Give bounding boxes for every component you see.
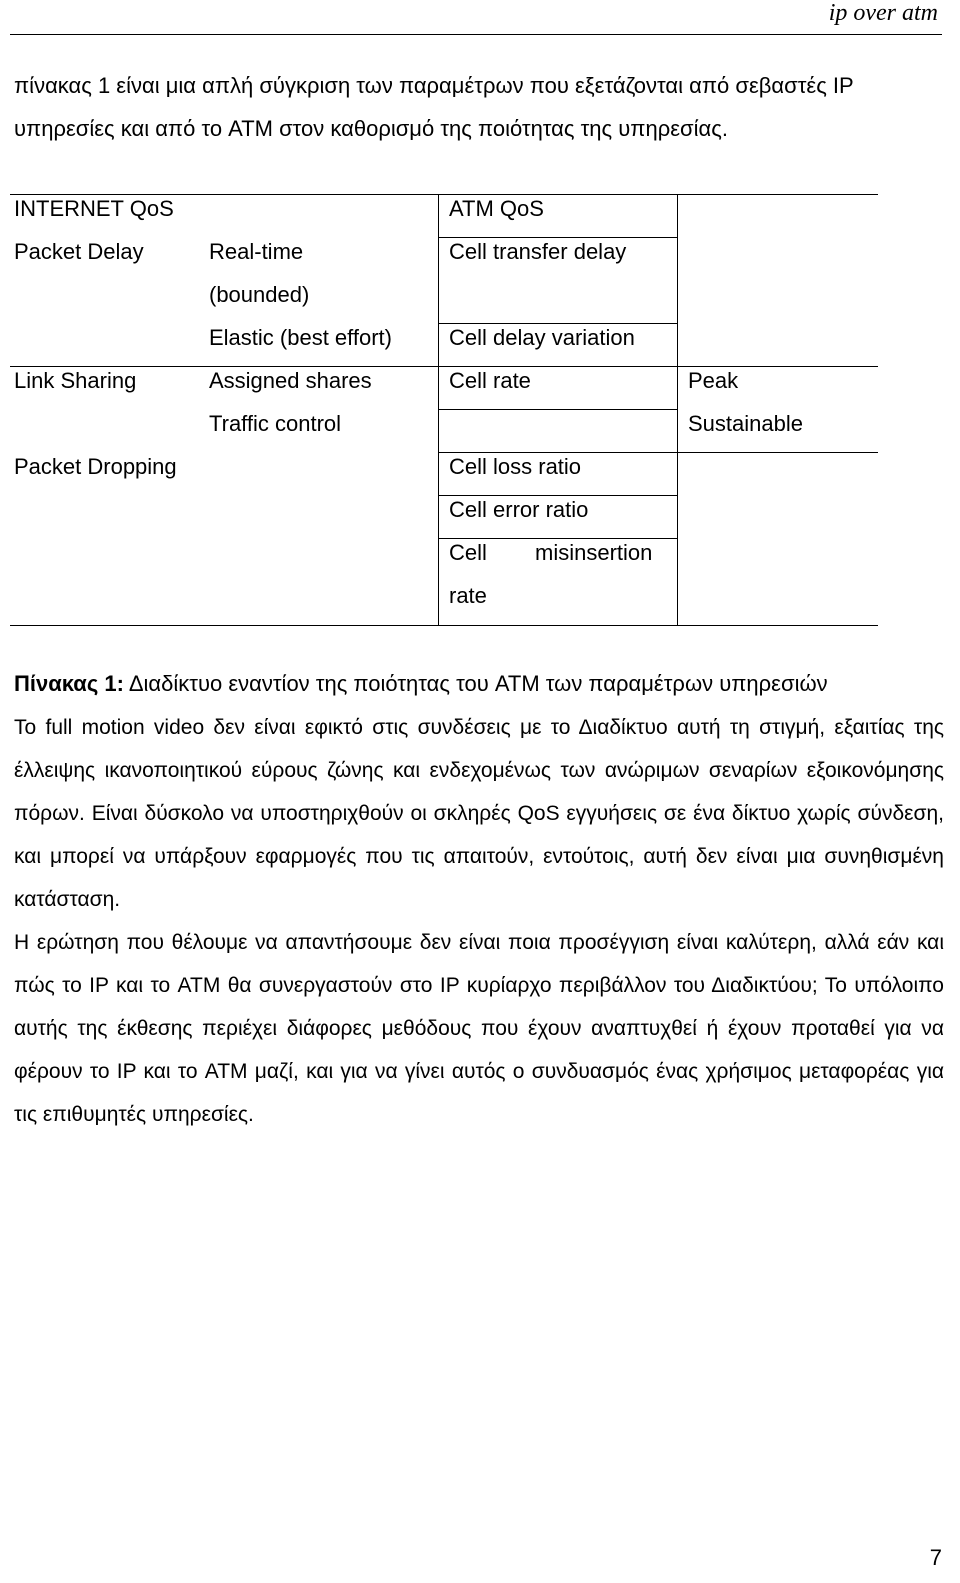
cell-assigned-shares: Assigned shares [209, 368, 372, 393]
cell-misinsertion-rate-word: rate [449, 583, 487, 608]
cell-packet-dropping: Packet Dropping [14, 454, 177, 479]
cell-cell-rate: Cell rate [449, 368, 531, 393]
body-paragraph-2: Η ερώτηση που θέλουμε να απαντήσουμε δεν είναι ποια προσέγγιση είναι καλύτερη, αλλά εάν και πώς το IP και το ATM θα συνεργαστούν στο IP κυρίαρχο περιβάλλον του Διαδικτύου; Το υπόλοιπο αυτής της έκθεσης περιέχει διάφορες μεθόδους που έχουν αναπτυχθεί ή έχουν προταθεί για να φέρουν το IP και το ATM μαζί, και για να γίνει αυτός ο συνδυασμός ένας χρήσιμος μεταφορέας για τις επιθυμητές υπηρεσίες. [14, 931, 944, 1126]
cell-real-time: Real-time [209, 239, 304, 264]
cell-bounded: (bounded) [209, 282, 310, 307]
cell-elastic: Elastic (best effort) [209, 325, 392, 350]
page-header [10, 0, 942, 35]
body-text [14, 706, 944, 1136]
caption-label: Πίνακας 1: [14, 671, 124, 696]
cell-cell-transfer-delay: Cell transfer delay [449, 239, 627, 264]
cell-misinsertion-word: misinsertion [535, 540, 653, 565]
table-border-bottom [10, 625, 878, 626]
intro-paragraph: πίνακας 1 είναι μια απλή σύγκριση των παραμέτρων που εξετάζονται από σεβαστές IP υπηρεσίες και από το ATM στον καθορισμό της ποιότητας της υπηρεσίας. [14, 73, 854, 141]
table-caption [14, 662, 828, 705]
cell-cell-error-ratio: Cell error ratio [449, 497, 589, 522]
cell-packet-delay: Packet Delay [14, 239, 144, 264]
cell-peak: Peak [688, 368, 739, 393]
header-title: ip over atm [828, 0, 938, 26]
table-vline-middle [438, 194, 439, 626]
table-line-cell-rate [438, 409, 678, 410]
header-internet-qos: INTERNET QoS [14, 196, 174, 221]
cell-link-sharing: Link Sharing [14, 368, 137, 393]
page-number: 7 [929, 1545, 942, 1570]
caption-text: Διαδίκτυο εναντίον της ποιότητας του ATM των παραμέτρων υπηρεσιών [123, 671, 828, 696]
cell-traffic-control: Traffic control [209, 411, 342, 436]
body-paragraph-1: Το full motion video δεν είναι εφικτό στις συνδέσεις με το Διαδίκτυο αυτή τη στιγμή, εξαιτίας της έλλειψης ικανοποιητικού εύρους ζώνης και ενδεχομένως των ανώριμων σεναρίων εξοικονόμησης πόρων. Είναι δύσκολο να υποστηριχθούν οι σκληρές QoS εγγυήσεις σε ένα δίκτυο χωρίς σύνδεση, και μπορεί να υπάρξουν εφαρμογές που τις απαιτούν, εντούτοις, αυτή δεν είναι μια συνηθισμένη κατάσταση. [14, 716, 944, 911]
table-line-link-sharing [10, 366, 878, 367]
cell-cell-misinsertion-word: Cell [449, 540, 487, 565]
cell-cell-loss-ratio: Cell loss ratio [449, 454, 582, 479]
cell-cell-delay-variation: Cell delay variation [449, 325, 635, 350]
cell-sustainable: Sustainable [688, 411, 803, 436]
qos-comparison-table [10, 194, 878, 626]
table-vline-right [677, 194, 678, 626]
header-atm-qos: ATM QoS [449, 196, 544, 221]
